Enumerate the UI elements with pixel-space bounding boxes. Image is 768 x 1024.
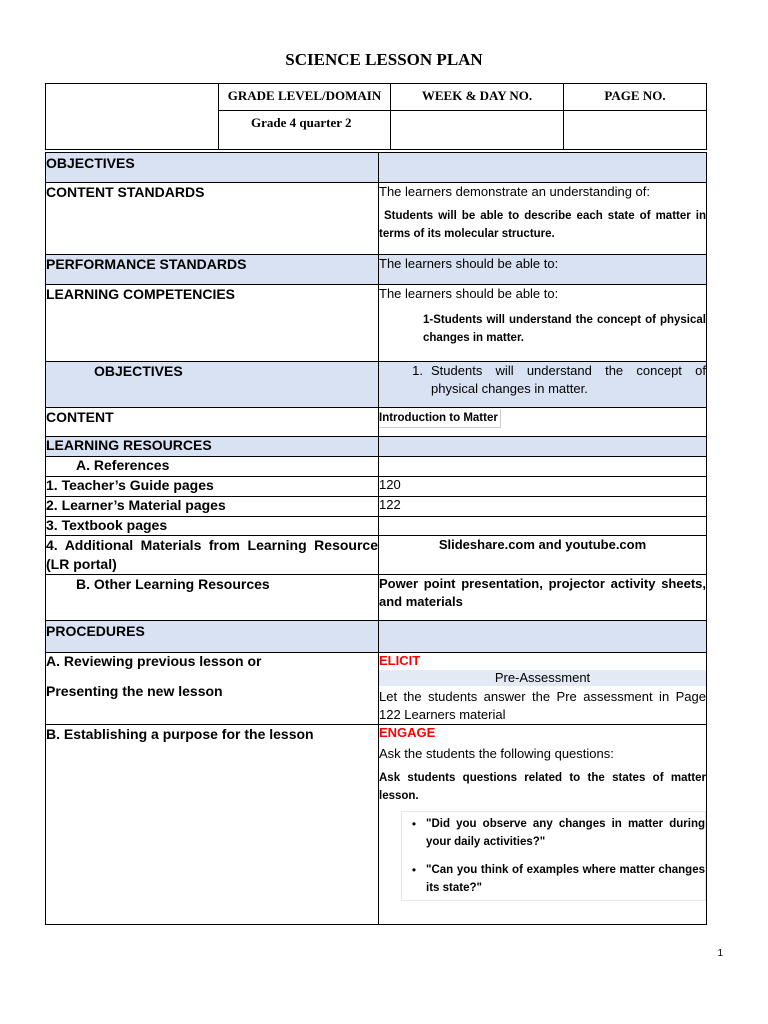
teachers-guide-label: 1. Teacher’s Guide pages	[46, 477, 379, 497]
question-text: "Did you observe any changes in matter during your daily activities?"	[426, 818, 705, 848]
procedures-label: PROCEDURES	[46, 621, 379, 653]
learning-competencies-line2: 1-Students will understand the concept of physical changes in matter.	[423, 314, 706, 344]
references-label: A. References	[46, 457, 379, 477]
engage-tag: ENGAGE	[379, 725, 436, 740]
learning-competencies-row	[46, 285, 707, 362]
objectives-section-row	[46, 153, 707, 183]
references-value	[379, 457, 707, 477]
page-no-header: PAGE NO.	[564, 84, 707, 111]
textbook-value	[379, 517, 707, 536]
objectives-row	[46, 362, 707, 408]
question-text: "Can you think of examples where matter changes its state?"	[426, 864, 705, 894]
learning-resources-label: LEARNING RESOURCES	[46, 437, 379, 457]
procedure-a-label-line2: Presenting the new lesson	[46, 683, 223, 699]
page-title: SCIENCE LESSON PLAN	[285, 50, 483, 69]
bullet-icon: •	[411, 817, 417, 831]
content-standards-value	[379, 183, 707, 255]
objectives-section-label: OBJECTIVES	[46, 153, 379, 183]
additional-materials-label	[46, 536, 379, 575]
lesson-table	[45, 152, 707, 925]
procedure-b-value	[379, 725, 707, 925]
procedure-b-line2: Ask students questions related to the states of matter lesson.	[379, 772, 706, 802]
week-day-header: WEEK & DAY NO.	[391, 84, 564, 111]
procedure-a-value	[379, 653, 707, 725]
question-item	[402, 815, 705, 851]
learning-resources-row	[46, 437, 707, 457]
additional-materials-value: Slideshare.com and youtube.com	[379, 536, 707, 575]
learning-competencies-value	[379, 285, 707, 362]
grade-level-value: Grade 4 quarter 2	[219, 111, 391, 150]
objectives-value	[379, 362, 707, 408]
other-resources-label: B. Other Learning Resources	[46, 575, 379, 621]
question-item	[402, 861, 705, 897]
content-label: CONTENT	[46, 408, 379, 437]
additional-materials-row	[46, 536, 707, 575]
objectives-label: OBJECTIVES	[46, 362, 379, 408]
other-resources-row	[46, 575, 707, 621]
learning-competencies-line1: The learners should be able to:	[379, 286, 559, 301]
header-table	[45, 83, 707, 150]
procedures-value	[379, 621, 707, 653]
objectives-section-value	[379, 153, 707, 183]
additional-materials-text: 4. Additional Materials from Learning Resource (LR portal)	[46, 537, 378, 572]
content-standards-row	[46, 183, 707, 255]
learning-resources-value	[379, 437, 707, 457]
references-row	[46, 457, 707, 477]
textbook-row	[46, 517, 707, 536]
performance-standards-row	[46, 255, 707, 285]
grade-level-header: GRADE LEVEL/DOMAIN	[219, 84, 391, 111]
week-day-value	[391, 111, 564, 150]
learners-material-label: 2. Learner’s Material pages	[46, 497, 379, 517]
other-resources-value: Power point presentation, projector activity sheets, and materials	[379, 575, 707, 621]
content-row	[46, 408, 707, 437]
procedure-a-row	[46, 653, 707, 725]
pre-assessment-heading: Pre-Assessment	[379, 670, 706, 686]
textbook-label: 3. Textbook pages	[46, 517, 379, 536]
content-standards-line1: The learners demonstrate an understanding of:	[379, 184, 651, 199]
teachers-guide-value: 120	[379, 477, 707, 497]
procedure-a-label-line1: A. Reviewing previous lesson or	[46, 653, 262, 669]
procedures-row	[46, 621, 707, 653]
content-value: Introduction to Matter	[379, 409, 501, 428]
page-no-value	[564, 111, 707, 150]
learning-competencies-label: LEARNING COMPETENCIES	[46, 285, 379, 362]
teachers-guide-row	[46, 477, 707, 497]
header-blank-cell	[46, 84, 219, 150]
procedure-a-label	[46, 653, 379, 725]
performance-standards-value: The learners should be able to:	[379, 255, 707, 285]
content-standards-line2: Students will be able to describe each state of matter in terms of its molecular structure.	[379, 210, 706, 240]
procedure-a-text: Let the students answer the Pre assessment in Page 122 Learners material	[379, 689, 706, 722]
learners-material-value: 122	[379, 497, 707, 517]
performance-standards-label: PERFORMANCE STANDARDS	[46, 255, 379, 285]
procedure-b-label: B. Establishing a purpose for the lesson	[46, 725, 379, 925]
objective-text: Students will understand the concept of physical changes in matter.	[431, 363, 706, 396]
procedure-b-row	[46, 725, 707, 925]
content-standards-label: CONTENT STANDARDS	[46, 183, 379, 255]
learners-material-row	[46, 497, 707, 517]
page-number: 1	[717, 948, 723, 959]
content-value-cell	[379, 408, 707, 437]
elicit-tag: ELICIT	[379, 653, 421, 668]
question-list	[401, 811, 706, 901]
bullet-icon: •	[411, 863, 417, 877]
objective-number: 1.	[412, 363, 423, 378]
procedure-b-line1: Ask the students the following questions:	[379, 746, 614, 761]
